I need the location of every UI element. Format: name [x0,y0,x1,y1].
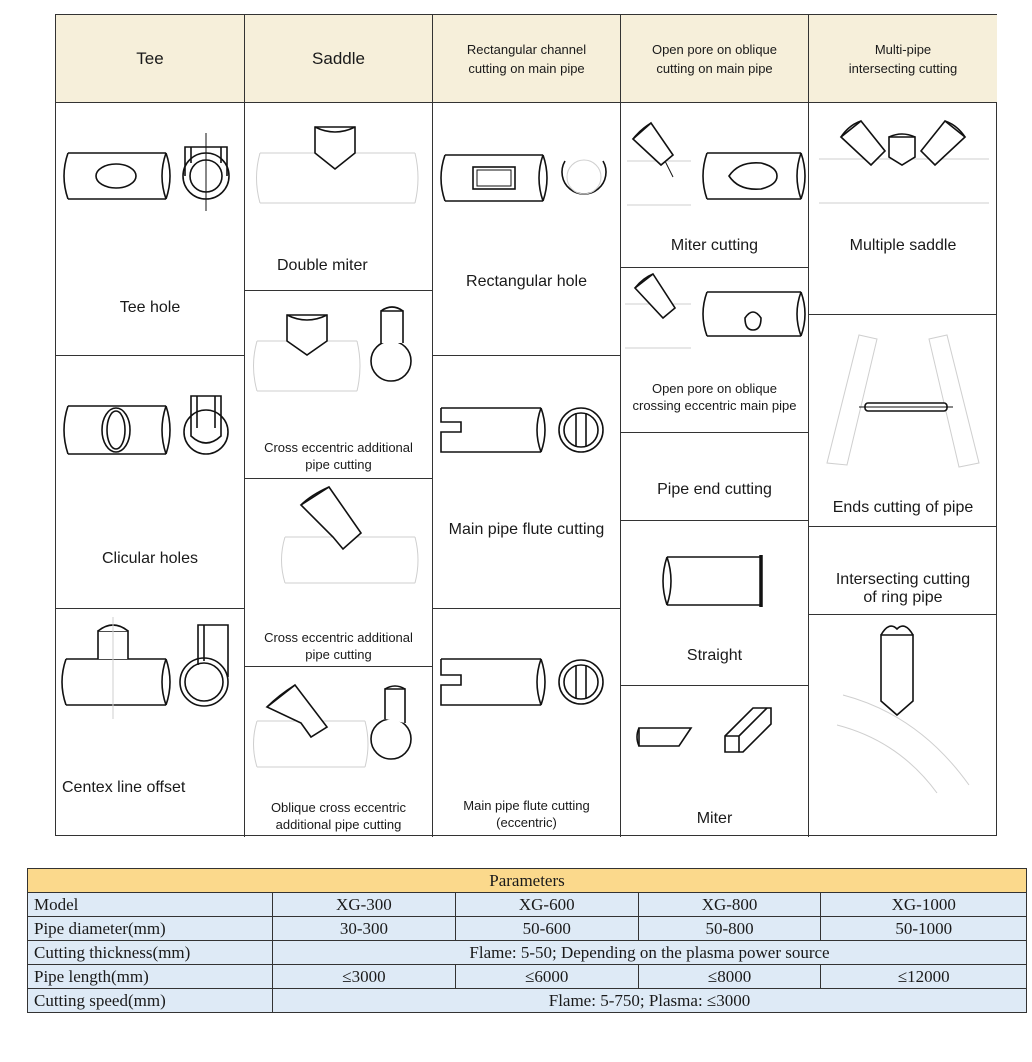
model-xg-300: XG-300 [273,893,456,917]
caption-main-pipe-flute: Main pipe flute cutting [448,521,605,538]
pipe-length-label: Pipe length(mm) [28,965,273,989]
pipe-diameter-xg-800: 50-800 [638,917,821,941]
miter-illustration [621,686,809,796]
pipe-diameter-xg-1000: 50-1000 [821,917,1027,941]
oblique-cross-eccentric-illustration [245,667,433,797]
cell-ends-cutting [809,315,997,527]
pipe-diameter-label: Pipe diameter(mm) [28,917,273,941]
caption-rectangular-hole: Rectangular hole [466,273,587,290]
ring-pipe-illustration [809,615,997,815]
table-row-cutting-thickness [28,941,1027,965]
cross-eccentric-2-illustration [245,479,433,609]
straight-illustration [621,521,809,631]
main-pipe-flute-illustration [433,356,621,486]
header-saddle-label: Saddle [312,48,365,68]
cell-open-pore-oblique [621,268,809,433]
ends-cutting-illustration [809,315,997,475]
header-open-pore [621,15,809,103]
miter-cutting-illustration [621,103,809,223]
cutting-speed-value: Flame: 5-750; Plasma: ≤3000 [273,989,1027,1013]
header-tee-label: Tee [136,48,164,68]
cutting-types-grid [55,14,997,836]
caption-ring-pipe: Intersecting cutting of ring pipe [835,571,971,606]
table-row-pipe-length [28,965,1027,989]
cell-straight [621,521,809,686]
multiple-saddle-illustration [809,103,997,223]
caption-double-miter: Double miter [277,257,368,274]
cell-double-miter [245,103,433,291]
cross-eccentric-1-illustration [245,291,433,431]
pipe-diameter-xg-600: 50-600 [455,917,638,941]
header-rectangular-channel-label: Rectangular channel cutting on main pipe [466,41,587,76]
model-label: Model [28,893,273,917]
cell-oblique-cross-eccentric [245,667,433,837]
pipe-diameter-xg-300: 30-300 [273,917,456,941]
circular-holes-illustration [56,356,245,486]
pipe-length-xg-1000: ≤12000 [821,965,1027,989]
caption-circular-holes: Clicular holes [101,550,199,567]
cutting-thickness-label: Cutting thickness(mm) [28,941,273,965]
model-xg-600: XG-600 [455,893,638,917]
main-pipe-flute-eccentric-illustration [433,609,621,739]
table-row-cutting-speed [28,989,1027,1013]
open-pore-oblique-illustration [621,268,809,378]
caption-miter-cutting: Miter cutting [670,237,759,254]
caption-straight: Straight [686,647,743,664]
caption-multiple-saddle: Multiple saddle [849,237,957,254]
caption-ends-cutting: Ends cutting of pipe [832,499,974,516]
double-miter-illustration [245,103,433,233]
caption-main-pipe-flute-eccentric: Main pipe flute cutting (eccentric) [463,798,590,830]
header-rectangular-channel [433,15,621,103]
header-multi-pipe [809,15,997,103]
cell-cross-eccentric-1 [245,291,433,479]
cell-circular-holes [56,356,245,609]
header-saddle [245,15,433,103]
cell-rectangular-hole [433,103,621,356]
model-xg-800: XG-800 [638,893,821,917]
model-xg-1000: XG-1000 [821,893,1027,917]
header-tee [56,15,245,103]
cell-main-pipe-flute [433,356,621,609]
cell-center-line-offset [56,609,245,837]
caption-cross-eccentric-2: Cross eccentric additional pipe cutting [264,630,413,662]
caption-miter: Miter [696,810,733,827]
cell-miter [621,686,809,837]
pipe-length-xg-300: ≤3000 [273,965,456,989]
caption-center-line-offset: Centex line offset [62,779,186,796]
cell-multiple-saddle [809,103,997,315]
caption-tee-hole: Tee hole [119,299,181,316]
table-row-pipe-diameter [28,917,1027,941]
cell-pipe-end-cutting [621,433,809,521]
caption-open-pore-oblique: Open pore on oblique crossing eccentric main pipe [632,381,797,413]
caption-oblique-cross-eccentric: Oblique cross eccentric additional pipe cutting [270,800,407,832]
cell-main-pipe-flute-eccentric [433,609,621,837]
header-open-pore-label: Open pore on oblique cutting on main pipe [651,41,778,76]
parameters-table [27,868,1027,1013]
cell-cross-eccentric-2 [245,479,433,667]
cell-ring-pipe-caption [809,527,997,615]
cell-ring-pipe-illustration [809,615,997,837]
rectangular-hole-illustration [433,103,621,233]
table-row-model [28,893,1027,917]
center-line-offset-illustration [56,609,245,739]
caption-pipe-end-cutting: Pipe end cutting [657,481,772,498]
header-multi-pipe-label: Multi-pipe intersecting cutting [848,41,958,76]
tee-hole-illustration [56,103,245,233]
parameters-title: Parameters [28,869,1027,893]
cutting-speed-label: Cutting speed(mm) [28,989,273,1013]
caption-cross-eccentric-1: Cross eccentric additional pipe cutting [264,440,413,472]
cutting-thickness-value: Flame: 5-50; Depending on the plasma power source [273,941,1027,965]
pipe-length-xg-800: ≤8000 [638,965,821,989]
cell-miter-cutting [621,103,809,268]
pipe-length-xg-600: ≤6000 [455,965,638,989]
cell-tee-hole [56,103,245,356]
